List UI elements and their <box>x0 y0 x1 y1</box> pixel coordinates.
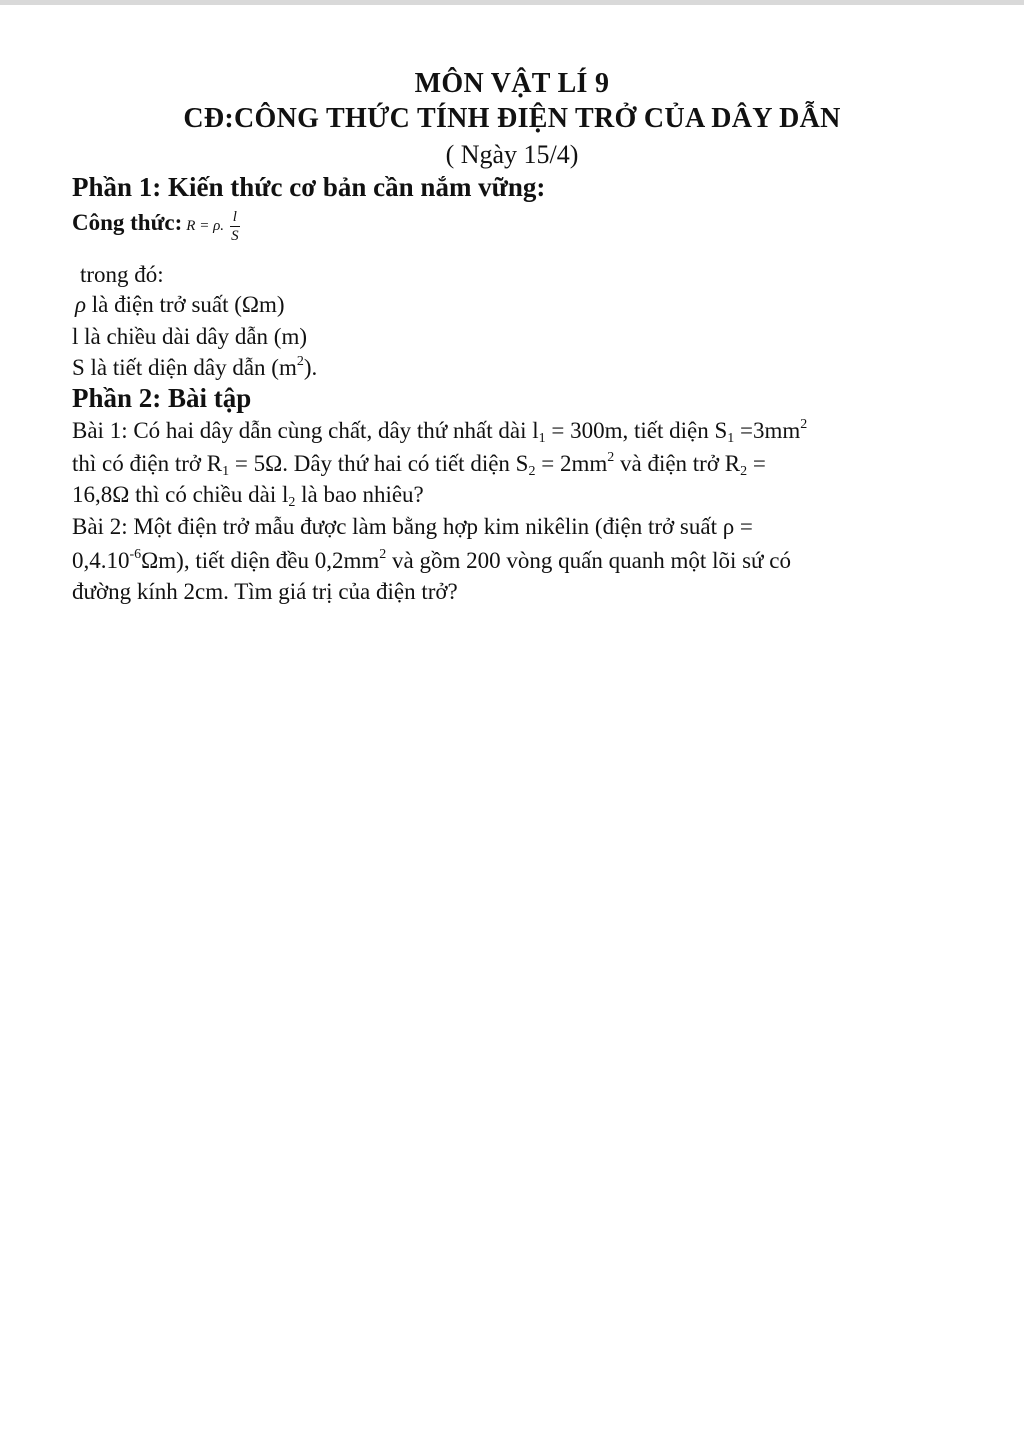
area-definition <box>72 354 317 381</box>
superscript: 2 <box>800 417 808 432</box>
area-desc-end: ). <box>303 355 318 380</box>
subscript: 1 <box>222 464 230 479</box>
text: 16,8Ω thì có chiều dài l <box>72 482 289 507</box>
length-definition: l là chiều dài dây dẫn (m) <box>72 324 308 349</box>
superscript: 2 <box>607 450 615 465</box>
formula-row <box>72 208 240 245</box>
text: và gồm 200 vòng quấn quanh một lõi sứ có <box>386 548 791 573</box>
text: Ωm), tiết diện đều 0,2mm <box>141 548 380 573</box>
subscript: 2 <box>528 464 536 479</box>
exercise2-line1: Bài 2: Một điện trở mẫu được làm bằng hợp kim nikêlin (điện trở suất ρ = <box>72 514 753 539</box>
text: và điện trở R <box>614 451 741 476</box>
text: = <box>747 451 766 476</box>
formula-lhs: R = ρ. <box>186 217 225 234</box>
exercise2-line3: đường kính 2cm. Tìm giá trị của điện trở? <box>72 579 458 604</box>
superscript: 2 <box>379 547 387 562</box>
topic-title: CĐ:CÔNG THỨC TÍNH ĐIỆN TRỞ CỦA DÂY DẪN <box>183 103 841 134</box>
part2-heading: Phần 2: Bài tập <box>72 383 252 413</box>
exercise1-line3 <box>72 482 424 511</box>
text: = 300m, tiết diện S <box>545 418 728 443</box>
formula-denominator: S <box>231 228 239 244</box>
exercise1-line1 <box>72 417 807 447</box>
lesson-date: ( Ngày 15/4) <box>445 140 579 169</box>
where-label: trong đó: <box>80 262 164 287</box>
subscript: 1 <box>727 431 735 446</box>
part1-heading: Phần 1: Kiến thức cơ bản cần nắm vững: <box>72 172 546 202</box>
text: thì có điện trở R <box>72 451 223 476</box>
text: =3mm <box>734 418 801 443</box>
resistance-formula <box>186 208 240 245</box>
exercise2-line2 <box>72 547 791 574</box>
text: là bao nhiêu? <box>295 482 424 507</box>
subject-title: MÔN VẬT LÍ 9 <box>414 68 610 99</box>
subscript: 1 <box>538 431 546 446</box>
rho-symbol: ρ <box>75 292 87 317</box>
superscript: -6 <box>129 547 142 562</box>
area-desc-text: S là tiết diện dây dẫn (m <box>72 355 297 380</box>
text: Bài 1: Có hai dây dẫn cùng chất, dây thứ nhất dài l <box>72 418 539 443</box>
subscript: 2 <box>288 495 296 510</box>
text: = 2mm <box>535 451 608 476</box>
rho-description: là điện trở suất (Ωm) <box>91 292 285 317</box>
exercise1-line2 <box>72 450 766 480</box>
formula-numerator: l <box>230 208 240 227</box>
formula-fraction <box>230 208 240 245</box>
formula-label: Công thức: <box>72 210 183 236</box>
rho-definition <box>75 292 285 318</box>
subscript: 2 <box>740 464 748 479</box>
text: = 5Ω. Dây thứ hai có tiết diện S <box>229 451 529 476</box>
text: 0,4.10 <box>72 548 130 573</box>
area-unit-exponent: 2 <box>296 354 304 369</box>
